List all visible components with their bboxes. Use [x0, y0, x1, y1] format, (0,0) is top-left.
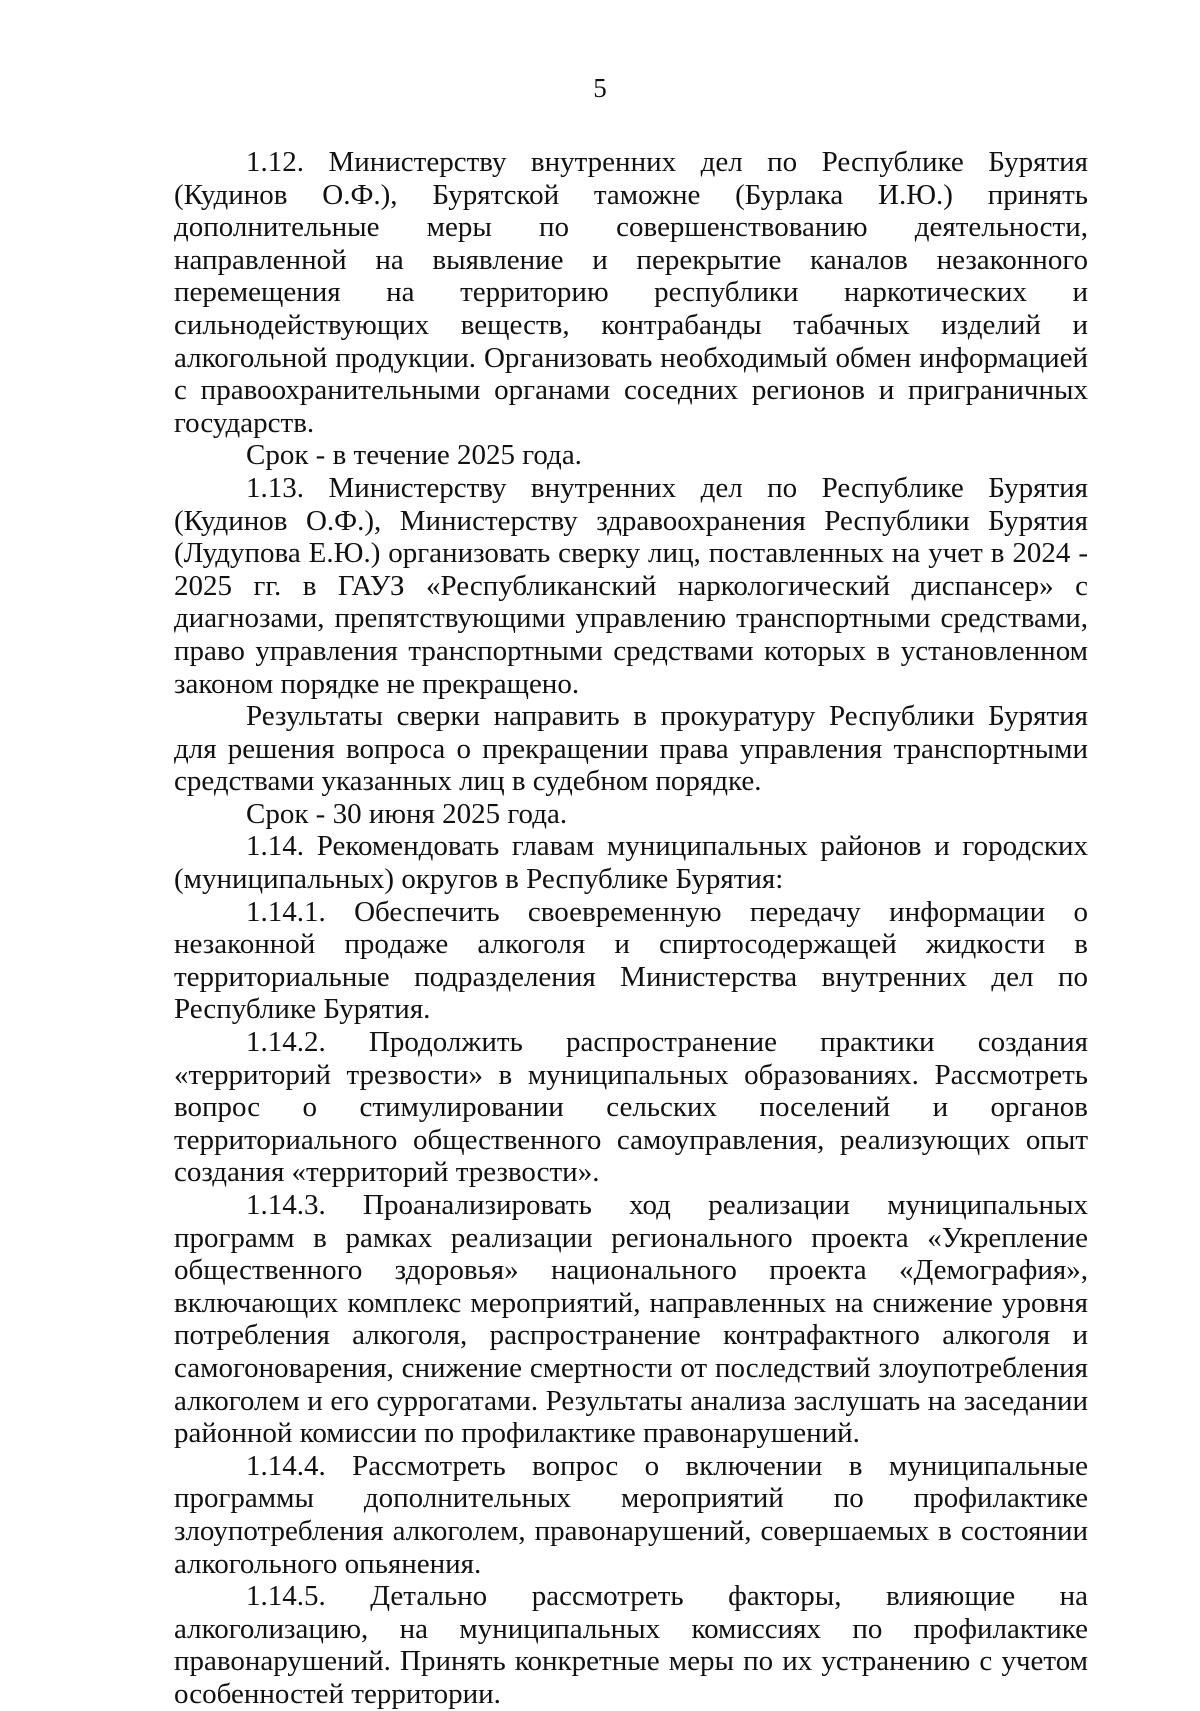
paragraph-1-14: 1.14. Рекомендовать главам муниципальных районов и городских (муниципальных) округов в Республике Бурятия: — [174, 830, 1088, 896]
paragraph-1-14-2: 1.14.2. Продолжить распространение практики создания «территорий трезвости» в муниципальных образованиях. Рассмотреть вопрос о стимулировании сельских поселений и органов территориального общественного самоуправления, реализующих опыт создания «территорий трезвости». — [174, 1026, 1088, 1189]
paragraph-1-14-1: 1.14.1. Обеспечить своевременную передачу информации о незаконной продаже алкоголя и спиртосодержащей жидкости в территориальные подразделения Министерства внутренних дел по Республике Бурятия. — [174, 895, 1088, 1026]
paragraph-1-13-results: Результаты сверки направить в прокуратуру Республики Бурятия для решения вопроса о прекращении права управления транспортными средствами указанных лиц в судебном порядке. — [174, 700, 1088, 798]
paragraph-deadline-1-13: Срок - 30 июня 2025 года. — [246, 797, 568, 830]
paragraph-1-13: 1.13. Министерству внутренних дел по Республике Бурятия (Кудинов О.Ф.), Министерству здравоохранения Республики Бурятия (Лудупова Е.Ю.) организовать сверку лиц, поставленных на учет в 2024 - 2025 гг. в ГАУЗ «Республиканский наркологический диспансер» с диагнозами, препятствующими управлению транспортными средствами, право управления транспортными средствами которых в установленном законом порядке не прекращено. — [174, 471, 1088, 700]
paragraph-1-14-5: 1.14.5. Детально рассмотреть факторы, влияющие на алкоголизацию, на муниципальных комиссиях по профилактике правонарушений. Принять конкретные меры по их устранению с учетом особенностей территории. — [174, 1580, 1088, 1710]
page-number: 5 — [593, 73, 607, 103]
paragraph-1-14-4: 1.14.4. Рассмотреть вопрос о включении в муниципальные программы дополнительных мероприятий по профилактике злоупотребления алкоголем, правонарушений, совершаемых в состоянии алкогольного опьянения. — [174, 1449, 1088, 1580]
document-body — [174, 146, 1088, 1711]
paragraph-deadline-1-12: Срок - в течение 2025 года. — [246, 439, 582, 472]
paragraph-1-12: 1.12. Министерству внутренних дел по Республике Бурятия (Кудинов О.Ф.), Бурятской таможне (Бурлака И.Ю.) принять дополнительные меры по совершенствованию деятельности, направленной на выявление и перекрытие каналов незаконного перемещения на территорию республики наркотических и сильнодействующих веществ, контрабанды табачных изделий и алкогольной продукции. Организовать необходимый обмен информацией с правоохранительными органами соседних регионов и приграничных государств. — [174, 146, 1088, 439]
paragraph-1-14-3: 1.14.3. Проанализировать ход реализации муниципальных программ в рамках реализации регионального проекта «Укрепление общественного здоровья» национального проекта «Демография», включающих комплекс мероприятий, направленных на снижение уровня потребления алкоголя, распространение контрафактного алкоголя и самогоноварения, снижение смертности от последствий злоупотребления алкоголем и его суррогатами. Результаты анализа заслушать на заседании районной комиссии по профилактике правонарушений. — [174, 1189, 1088, 1450]
